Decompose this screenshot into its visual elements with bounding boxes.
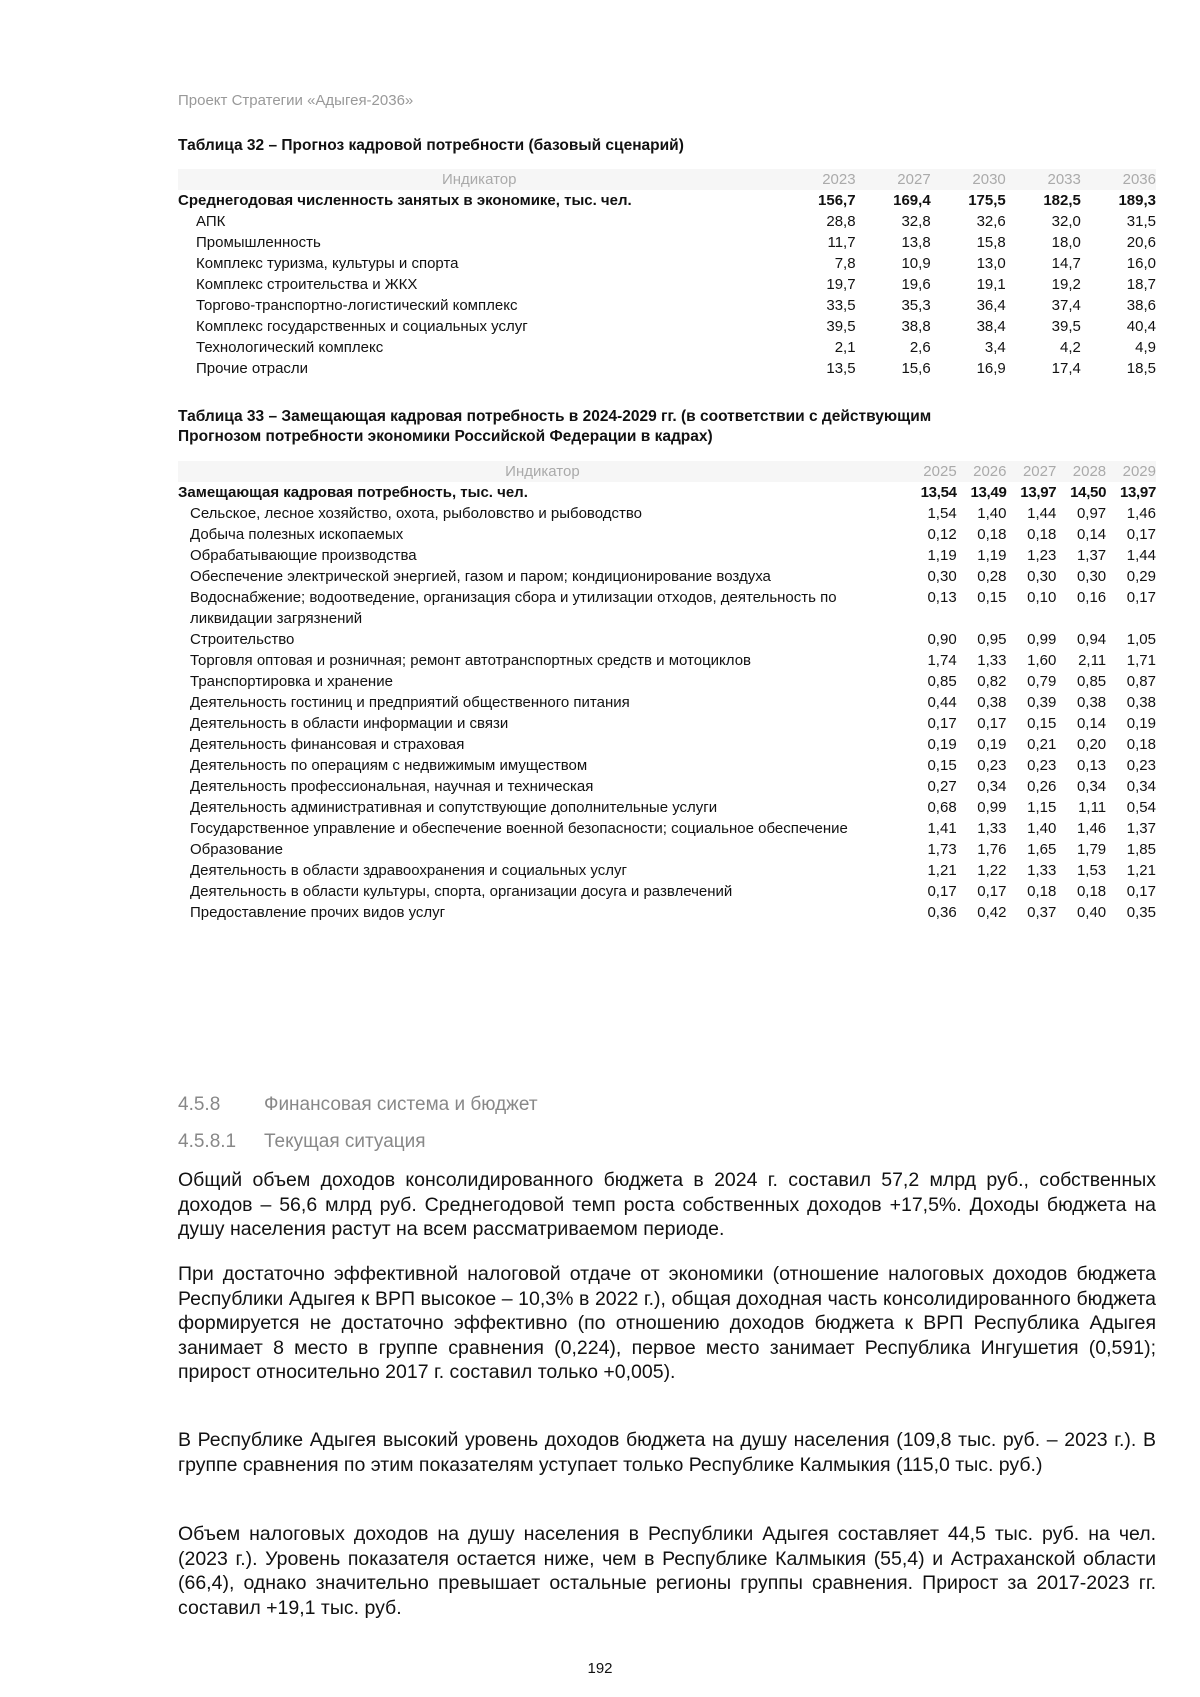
paragraph: Объем налоговых доходов на душу населения в Республики Адыгея составляет 44,5 тыс. руб. на чел. (2023 г.). Уровень показателя остается ниже, чем в Республике Калмыкия (55,4) и Астраханской области (66,4), однако значительно превышает остальные регионы группы сравнения. Прирост за 2017-2023 гг. составил +19,1 тыс. руб. — [178, 1523, 1156, 1619]
row-value: 4,2 — [1060, 339, 1081, 356]
table-row — [178, 818, 1156, 839]
table-row — [178, 776, 1156, 797]
row-value: 0,17 — [927, 715, 957, 732]
table-33-caption-line-1: Таблица 33 – Замещающая кадровая потребность в 2024-2029 гг. (в соответствии с действующим — [178, 408, 932, 425]
table-row — [178, 671, 1156, 692]
row-value: 1,44 — [1027, 505, 1057, 522]
row-value: 19,7 — [826, 276, 856, 293]
table-row — [178, 587, 1156, 629]
row-value: 1,44 — [1126, 547, 1156, 564]
table-row — [178, 253, 1156, 274]
table-row — [178, 358, 1156, 379]
row-value: 15,8 — [976, 234, 1006, 251]
subsection-heading — [178, 1131, 426, 1153]
row-value: 32,8 — [901, 213, 931, 230]
row-value: 0,18 — [1027, 883, 1057, 900]
table-33-header-year: 2025 — [907, 461, 957, 482]
row-value: 17,4 — [1051, 360, 1081, 377]
row-value: 1,60 — [1027, 652, 1057, 669]
row-value: 32,6 — [976, 213, 1006, 230]
row-value: 1,21 — [927, 862, 957, 879]
table-33-caption-line-2: Прогнозом потребности экономики Российской Федерации в кадрах) — [178, 428, 713, 445]
row-value: 1,21 — [1126, 862, 1156, 879]
row-value: 0,21 — [1027, 736, 1057, 753]
row-value: 0,12 — [927, 526, 957, 543]
row-value: 19,2 — [1051, 276, 1081, 293]
row-value: 38,6 — [1126, 297, 1156, 314]
row-value: 0,16 — [1076, 589, 1107, 606]
table-row — [178, 713, 1156, 734]
row-label: Сельское, лесное хозяйство, охота, рыболовство и рыбоводство — [190, 505, 643, 522]
row-label: Промышленность — [196, 234, 321, 251]
row-value: 0,37 — [1027, 904, 1057, 921]
table-row — [178, 545, 1156, 566]
table-row — [178, 503, 1156, 524]
table-row — [178, 274, 1156, 295]
row-value: 18,7 — [1126, 276, 1156, 293]
table-row — [178, 650, 1156, 671]
paragraph: Общий объем доходов консолидированного бюджета в 2024 г. составил 57,2 млрд руб., собственных доходов – 56,6 млрд руб. Среднегодовой темп роста собственных доходов +17,5%. Доходы бюджета на душу населения растут на всем рассматриваемом периоде. — [178, 1169, 1156, 1240]
subsection-number: 4.5.8.1 — [178, 1131, 237, 1152]
table-row — [178, 337, 1156, 358]
table-32-header-row — [178, 169, 1156, 190]
row-label: Деятельность гостиниц и предприятий общественного питания — [190, 694, 630, 711]
row-label: Деятельность административная и сопутствующие дополнительные услуги — [190, 799, 718, 816]
row-value: 14,50 — [1070, 484, 1107, 501]
row-value: 1,37 — [1076, 547, 1107, 564]
table-33-header-year: 2027 — [1007, 461, 1057, 482]
row-value: 20,6 — [1126, 234, 1156, 251]
table-32-header-year: 2036 — [1081, 169, 1156, 190]
row-value: 13,97 — [1119, 484, 1156, 501]
row-value: 0,13 — [927, 589, 957, 606]
row-value: 0,38 — [1076, 694, 1107, 711]
row-label: Обеспечение электрической энергией, газом и паром; кондиционирование воздуха — [190, 568, 771, 585]
table-33-body — [178, 482, 1156, 923]
row-value: 0,38 — [1126, 694, 1156, 711]
row-value: 1,85 — [1126, 841, 1156, 858]
row-label: Прочие отрасли — [196, 360, 309, 377]
table-33-header-year: 2028 — [1056, 461, 1106, 482]
section-number: 4.5.8 — [178, 1094, 221, 1115]
table-row — [178, 566, 1156, 587]
row-value: 0,35 — [1126, 904, 1156, 921]
row-value: 1,46 — [1076, 820, 1107, 837]
row-value: 0,13 — [1076, 757, 1107, 774]
row-value: 1,23 — [1027, 547, 1057, 564]
row-value: 35,3 — [901, 297, 931, 314]
table-32 — [178, 169, 1156, 379]
row-value: 13,5 — [826, 360, 856, 377]
row-value: 13,97 — [1020, 484, 1057, 501]
row-value: 1,54 — [927, 505, 957, 522]
row-label: Технологический комплекс — [196, 339, 384, 356]
row-value: 0,15 — [927, 757, 957, 774]
row-value: 10,9 — [901, 255, 931, 272]
row-value: 28,8 — [826, 213, 856, 230]
row-label: Добыча полезных ископаемых — [190, 526, 404, 543]
row-value: 38,4 — [976, 318, 1006, 335]
row-value: 0,34 — [977, 778, 1007, 795]
row-value: 39,5 — [826, 318, 856, 335]
row-label: Деятельность в области культуры, спорта, организации досуга и развлечений — [190, 883, 733, 900]
table-row — [178, 692, 1156, 713]
row-value: 0,42 — [977, 904, 1007, 921]
row-value: 11,7 — [827, 234, 856, 251]
row-value: 39,5 — [1051, 318, 1081, 335]
row-value: 13,54 — [920, 484, 957, 501]
table-33-header-indicator: Индикатор — [178, 461, 907, 482]
row-value: 0,18 — [1027, 526, 1057, 543]
table-32-header-year: 2023 — [780, 169, 855, 190]
row-value: 0,29 — [1126, 568, 1156, 585]
table-row — [178, 881, 1156, 902]
row-value: 0,38 — [977, 694, 1007, 711]
row-value: 36,4 — [976, 297, 1006, 314]
row-label: Государственное управление и обеспечение военной безопасности; социальное обеспечение — [190, 820, 848, 837]
row-value: 0,10 — [1027, 589, 1057, 606]
row-label: Транспортировка и хранение — [190, 673, 393, 690]
row-value: 0,19 — [927, 736, 957, 753]
row-value: 1,37 — [1126, 820, 1156, 837]
row-value: 0,90 — [927, 631, 957, 648]
row-value: 0,97 — [1076, 505, 1107, 522]
row-value: 19,1 — [976, 276, 1006, 293]
row-value: 0,30 — [1027, 568, 1057, 585]
table-row — [178, 839, 1156, 860]
table-33-header-year: 2029 — [1106, 461, 1156, 482]
table-row — [178, 797, 1156, 818]
table-32-header-indicator: Индикатор — [178, 169, 780, 190]
row-value: 0,27 — [927, 778, 957, 795]
row-value: 31,5 — [1126, 213, 1156, 230]
table-row — [178, 211, 1156, 232]
row-value: 0,23 — [1126, 757, 1156, 774]
row-value: 3,4 — [984, 339, 1006, 356]
row-label: Комплекс туризма, культуры и спорта — [196, 255, 459, 272]
subsection-title: Текущая ситуация — [264, 1131, 426, 1152]
row-value: 0,30 — [1076, 568, 1107, 585]
running-header: Проект Стратегии «Адыгея-2036» — [178, 92, 414, 109]
row-value: 1,79 — [1076, 841, 1107, 858]
row-value: 0,44 — [927, 694, 957, 711]
table-33 — [178, 461, 1156, 923]
row-value: 13,49 — [970, 484, 1007, 501]
row-value: 38,8 — [901, 318, 931, 335]
row-value: 15,6 — [901, 360, 931, 377]
table-32-header-year: 2030 — [931, 169, 1006, 190]
row-value: 1,71 — [1126, 652, 1156, 669]
row-value: 1,33 — [1027, 862, 1057, 879]
row-value: 1,65 — [1027, 841, 1057, 858]
row-value: 0,39 — [1027, 694, 1057, 711]
paragraph: В Республике Адыгея высокий уровень доходов бюджета на душу населения (109,8 тыс. руб. – 2023 г.). В группе сравнения по этим показателям уступает только Республике Калмыкия (115,0 тыс. руб.) — [178, 1429, 1156, 1476]
table-row — [178, 295, 1156, 316]
table-row — [178, 316, 1156, 337]
table-row — [178, 734, 1156, 755]
row-value: 16,0 — [1126, 255, 1156, 272]
row-label: Деятельность по операциям с недвижимым имуществом — [190, 757, 588, 774]
row-value: 175,5 — [968, 192, 1006, 209]
section-heading — [178, 1094, 538, 1116]
row-value: 0,34 — [1126, 778, 1156, 795]
row-value: 0,82 — [977, 673, 1007, 690]
row-label: Комплекс государственных и социальных услуг — [196, 318, 528, 335]
row-label: Образование — [190, 841, 283, 858]
row-value: 0,85 — [1076, 673, 1107, 690]
row-value: 0,99 — [977, 799, 1007, 816]
table-row — [178, 629, 1156, 650]
row-value: 2,6 — [909, 339, 931, 356]
row-value: 0,14 — [1076, 526, 1107, 543]
row-value: 0,14 — [1076, 715, 1107, 732]
table-row — [178, 860, 1156, 881]
row-value: 13,0 — [976, 255, 1006, 272]
row-label: АПК — [196, 213, 226, 230]
row-value: 0,19 — [1126, 715, 1156, 732]
table-32-header-year: 2033 — [1006, 169, 1081, 190]
row-value: 0,40 — [1076, 904, 1107, 921]
row-value: 1,40 — [977, 505, 1007, 522]
row-value: 169,4 — [893, 192, 931, 209]
row-label: Водоснабжение; водоотведение, организация сбора и утилизации отходов, деятельность по ликвидации загрязнений — [190, 589, 837, 627]
table-row — [178, 755, 1156, 776]
row-value: 1,41 — [927, 820, 957, 837]
row-value: 0,23 — [977, 757, 1007, 774]
row-label: Деятельность финансовая и страховая — [190, 736, 465, 753]
row-value: 0,79 — [1027, 673, 1057, 690]
paragraph: При достаточно эффективной налоговой отдаче от экономики (отношение налоговых доходов бюджета Республики Адыгея к ВРП высокое – 10,3% в 2022 г.), общая доходная часть консолидированного бюджета формируется не достаточно эффективно (по отношению доходов бюджета к ВРП Республика Адыгея занимает 8 место в группе сравнения (0,224), первое место занимает Республика Ингушетия (0,591); прирост относительно 2017 г. составил только +0,005). — [178, 1263, 1156, 1383]
row-value: 0,18 — [1126, 736, 1156, 753]
row-value: 156,7 — [818, 192, 856, 209]
row-value: 0,17 — [1126, 883, 1156, 900]
row-value: 0,85 — [927, 673, 957, 690]
row-label: Предоставление прочих видов услуг — [190, 904, 446, 921]
row-value: 1,05 — [1126, 631, 1156, 648]
table-row — [178, 232, 1156, 253]
row-value: 2,11 — [1078, 652, 1107, 669]
table-33-header-year: 2026 — [957, 461, 1007, 482]
row-value: 1,19 — [977, 547, 1007, 564]
table-33-header-row — [178, 461, 1156, 482]
row-value: 1,15 — [1027, 799, 1057, 816]
row-value: 1,33 — [977, 820, 1007, 837]
row-value: 14,7 — [1051, 255, 1081, 272]
row-value: 19,6 — [901, 276, 931, 293]
row-value: 4,9 — [1135, 339, 1156, 356]
row-value: 0,36 — [927, 904, 957, 921]
table-32-caption: Таблица 32 – Прогноз кадровой потребности (базовый сценарий) — [178, 137, 684, 154]
row-value: 1,76 — [977, 841, 1007, 858]
row-value: 182,5 — [1043, 192, 1081, 209]
row-value: 0,99 — [1027, 631, 1057, 648]
row-label: Обрабатывающие производства — [190, 547, 417, 564]
table-row — [178, 190, 1156, 211]
row-value: 0,23 — [1027, 757, 1057, 774]
row-value: 7,8 — [834, 255, 856, 272]
row-value: 1,40 — [1027, 820, 1057, 837]
table-row — [178, 902, 1156, 923]
row-value: 0,17 — [1126, 526, 1156, 543]
row-value: 0,18 — [1076, 883, 1107, 900]
row-value: 0,20 — [1076, 736, 1107, 753]
row-label: Комплекс строительства и ЖКХ — [196, 276, 418, 293]
row-label: Деятельность в области информации и связи — [190, 715, 509, 732]
row-value: 1,11 — [1078, 799, 1107, 816]
row-value: 1,73 — [927, 841, 957, 858]
page-number: 192 — [587, 1660, 613, 1677]
table-row — [178, 482, 1156, 503]
row-value: 18,0 — [1051, 234, 1081, 251]
row-value: 1,74 — [927, 652, 957, 669]
row-value: 0,17 — [1126, 589, 1156, 606]
row-value: 0,87 — [1126, 673, 1156, 690]
row-value: 0,18 — [977, 526, 1007, 543]
row-value: 1,46 — [1126, 505, 1156, 522]
row-label: Торгово-транспортно-логистический комплекс — [196, 297, 518, 314]
row-value: 32,0 — [1051, 213, 1081, 230]
row-label: Строительство — [190, 631, 295, 648]
row-value: 0,28 — [977, 568, 1007, 585]
row-value: 0,15 — [1027, 715, 1057, 732]
row-label: Деятельность в области здравоохранения и социальных услуг — [190, 862, 627, 879]
row-value: 0,26 — [1027, 778, 1057, 795]
row-value: 2,1 — [834, 339, 856, 356]
row-value: 1,53 — [1076, 862, 1107, 879]
row-value: 1,22 — [977, 862, 1007, 879]
row-value: 13,8 — [901, 234, 931, 251]
row-value: 0,54 — [1126, 799, 1156, 816]
row-label: Деятельность профессиональная, научная и техническая — [190, 778, 594, 795]
row-value: 0,30 — [927, 568, 957, 585]
row-value: 16,9 — [976, 360, 1006, 377]
row-value: 37,4 — [1051, 297, 1081, 314]
row-value: 0,17 — [977, 883, 1007, 900]
row-value: 1,19 — [927, 547, 957, 564]
row-value: 33,5 — [826, 297, 856, 314]
row-value: 0,17 — [977, 715, 1007, 732]
section-title: Финансовая система и бюджет — [264, 1094, 538, 1115]
row-value: 0,34 — [1076, 778, 1107, 795]
row-label: Среднегодовая численность занятых в экономике, тыс. чел. — [178, 192, 632, 209]
row-value: 189,3 — [1118, 192, 1156, 209]
row-value: 0,95 — [977, 631, 1007, 648]
row-value: 0,15 — [977, 589, 1007, 606]
table-32-header-year: 2027 — [856, 169, 931, 190]
row-label: Замещающая кадровая потребность, тыс. чел. — [178, 484, 528, 501]
row-value: 40,4 — [1126, 318, 1156, 335]
row-value: 0,68 — [927, 799, 957, 816]
row-label: Торговля оптовая и розничная; ремонт автотранспортных средств и мотоциклов — [190, 652, 752, 669]
table-row — [178, 524, 1156, 545]
row-value: 18,5 — [1126, 360, 1156, 377]
row-value: 1,33 — [977, 652, 1007, 669]
table-32-body — [178, 190, 1156, 379]
row-value: 0,19 — [977, 736, 1007, 753]
row-value: 0,17 — [927, 883, 957, 900]
row-value: 0,94 — [1076, 631, 1107, 648]
